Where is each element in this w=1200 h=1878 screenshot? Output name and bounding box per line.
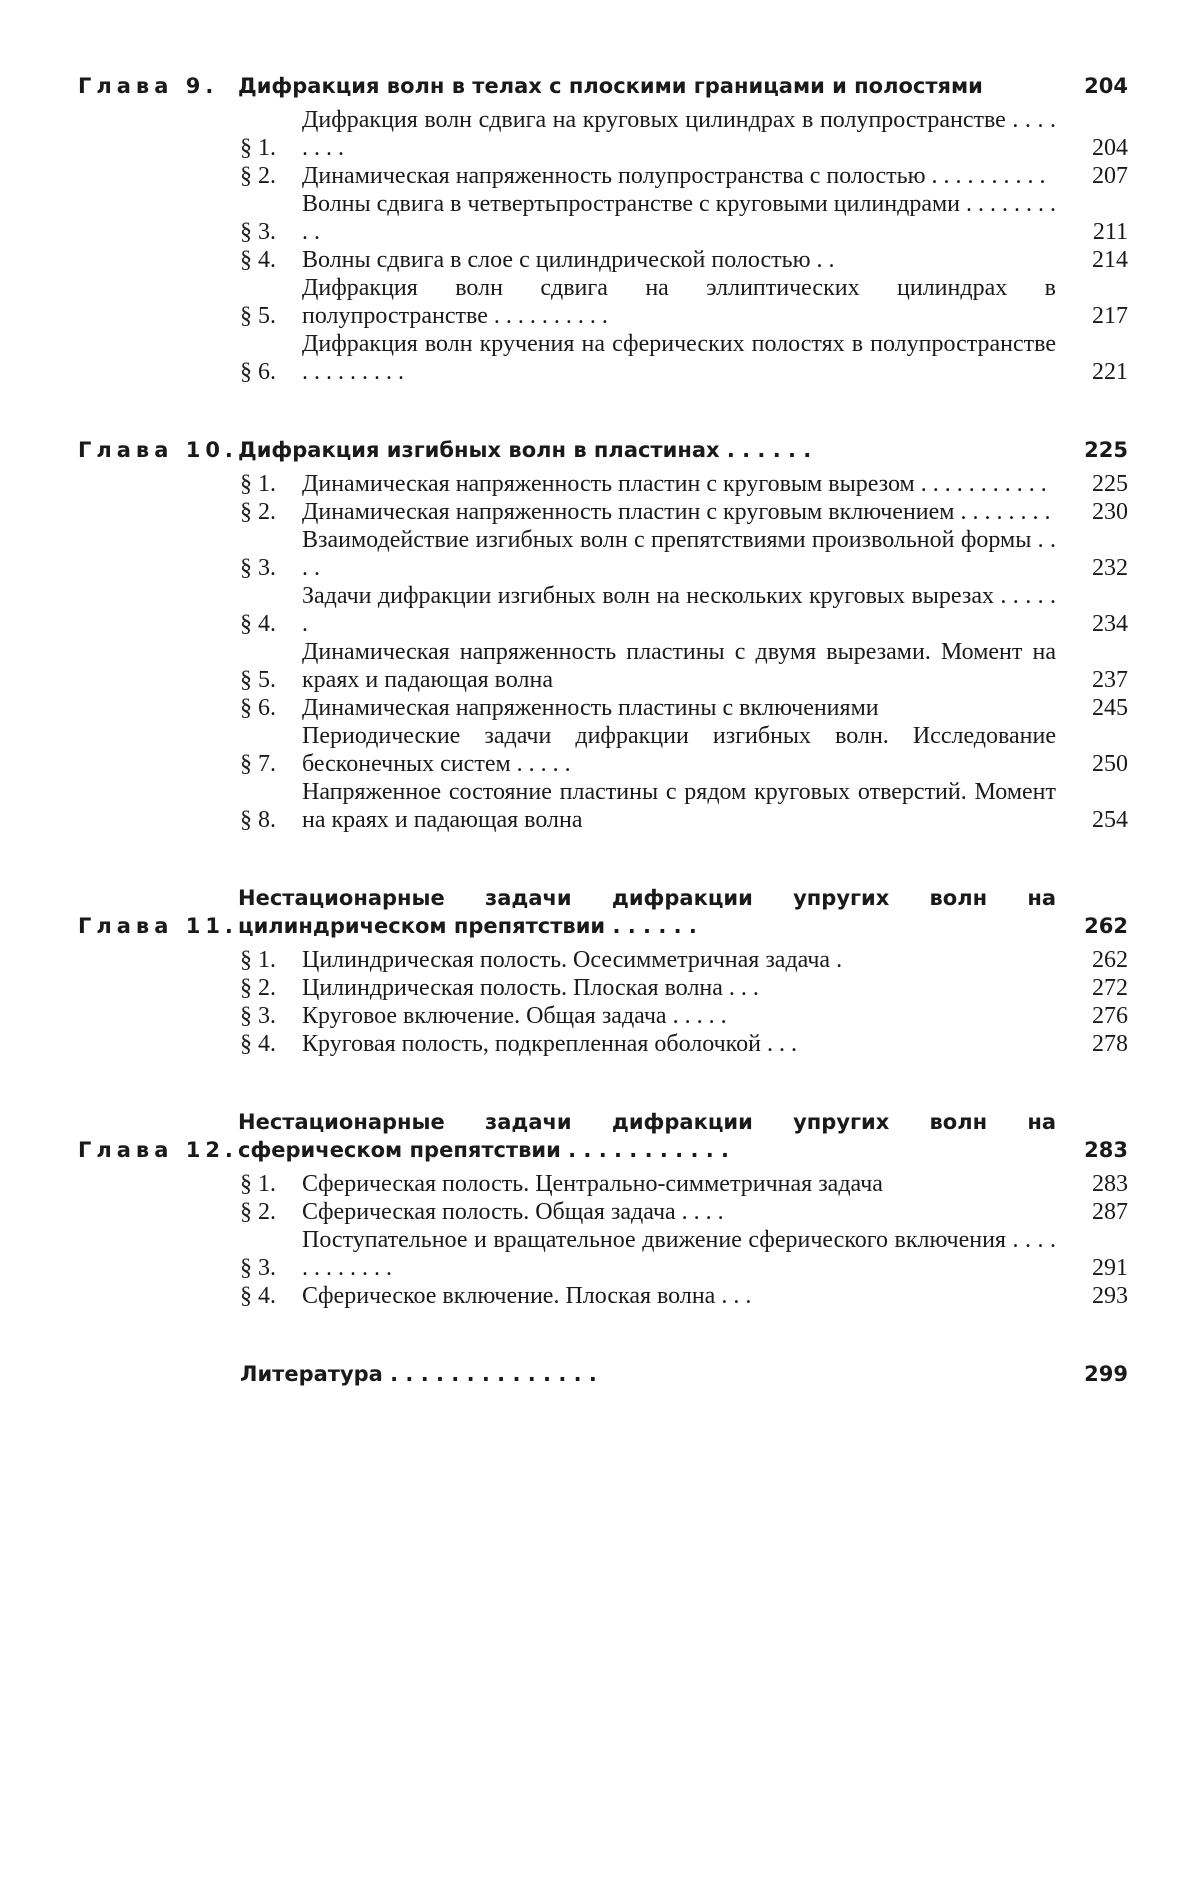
section-entry	[240, 1198, 1128, 1226]
section-page-number: 204	[1092, 135, 1128, 161]
section-number: § 2.	[240, 163, 276, 189]
section-number: § 3.	[240, 219, 276, 245]
section-list	[240, 946, 1128, 1058]
section-title: Динамическая напряженность пластин с круговым включением . . . . . . . .	[302, 499, 1051, 525]
section-title: Взаимодействие изгибных волн с препятствиями произвольной формы . . . .	[302, 527, 1056, 581]
section-entry	[240, 190, 1128, 246]
section-number: § 6.	[240, 359, 276, 385]
section-title: Волны сдвига в слое с цилиндрической полостью . .	[302, 247, 835, 273]
chapter-label: Глава 10.	[78, 438, 238, 462]
section-number: § 8.	[240, 807, 276, 833]
section-number: § 3.	[240, 1003, 276, 1029]
chapter-title: Дифракция волн в телах с плоскими границами и полостями	[238, 74, 983, 98]
section-entry	[240, 246, 1128, 274]
section-entry	[240, 1170, 1128, 1198]
section-list	[240, 1170, 1128, 1310]
section-page-number: 291	[1092, 1255, 1128, 1281]
section-title: Цилиндрическая полость. Осесимметричная задача .	[302, 947, 843, 973]
section-title: Дифракция волн сдвига на круговых цилиндрах в полупространстве . . . . . . . .	[302, 107, 1056, 161]
section-page-number: 278	[1092, 1031, 1128, 1057]
section-page-number: 232	[1092, 555, 1128, 581]
section-number: § 4.	[240, 247, 276, 273]
section-entry	[240, 638, 1128, 694]
section-title: Периодические задачи дифракции изгибных волн. Исследование бесконечных систем . . . . .	[302, 723, 1056, 777]
section-page-number: 214	[1092, 247, 1128, 273]
section-number: § 2.	[240, 975, 276, 1001]
section-entry	[240, 1030, 1128, 1058]
section-number: § 1.	[240, 947, 276, 973]
section-page-number: 272	[1092, 975, 1128, 1001]
section-page-number: 211	[1092, 219, 1128, 245]
section-page-number: 237	[1092, 667, 1128, 693]
section-entry	[240, 106, 1128, 162]
section-entry	[240, 694, 1128, 722]
section-title: Дифракция волн кручения на сферических полостях в полупространстве . . . . . . . . .	[302, 331, 1056, 385]
section-entry	[240, 498, 1128, 526]
section-number: § 3.	[240, 1255, 276, 1281]
section-list	[240, 106, 1128, 386]
section-entry	[240, 1282, 1128, 1310]
section-page-number: 207	[1092, 163, 1128, 189]
section-title: Цилиндрическая полость. Плоская волна . . .	[302, 975, 759, 1001]
chapter-heading	[78, 884, 1128, 940]
literature-entry	[240, 1360, 1128, 1388]
section-page-number: 230	[1092, 499, 1128, 525]
section-page-number: 262	[1092, 947, 1128, 973]
section-page-number: 276	[1092, 1003, 1128, 1029]
chapter-label: Глава 9.	[78, 74, 219, 98]
section-entry	[240, 778, 1128, 834]
chapter-label: Глава 11.	[78, 914, 238, 938]
chapter-12	[78, 1108, 1128, 1310]
section-page-number: 245	[1092, 695, 1128, 721]
section-title: Динамическая напряженность пластин с круговым вырезом . . . . . . . . . . .	[302, 471, 1047, 497]
section-number: § 1.	[240, 471, 276, 497]
section-entry	[240, 1002, 1128, 1030]
section-number: § 4.	[240, 611, 276, 637]
section-number: § 7.	[240, 751, 276, 777]
literature-page-number: 299	[1084, 1362, 1128, 1386]
section-title: Задачи дифракции изгибных волн на нескольких круговых вырезах . . . . . .	[302, 583, 1056, 637]
chapter-page-number: 225	[1084, 438, 1128, 462]
section-entry	[240, 470, 1128, 498]
chapter-heading	[78, 1108, 1128, 1164]
section-title: Волны сдвига в четвертьпространстве с круговыми цилиндрами . . . . . . . . . .	[302, 191, 1057, 245]
section-title: Поступательное и вращательное движение сферического включения . . . . . . . . . . . .	[302, 1227, 1056, 1281]
section-number: § 3.	[240, 555, 276, 581]
section-entry	[240, 162, 1128, 190]
section-title: Дифракция волн сдвига на эллиптических цилиндрах в полупространстве . . . . . . . . . .	[302, 275, 1056, 329]
section-title: Круговая полость, подкрепленная оболочкой . . .	[302, 1031, 797, 1057]
literature-title: Литература . . . . . . . . . . . . . .	[240, 1362, 597, 1386]
section-number: § 5.	[240, 303, 276, 329]
section-page-number: 217	[1092, 303, 1128, 329]
section-entry	[240, 582, 1128, 638]
section-number: § 6.	[240, 695, 276, 721]
section-page-number: 250	[1092, 751, 1128, 777]
section-entry	[240, 722, 1128, 778]
section-number: § 2.	[240, 499, 276, 525]
chapter-page-number: 204	[1084, 74, 1128, 98]
chapter-title: Дифракция изгибных волн в пластинах . . . . . .	[238, 438, 812, 462]
chapter-heading	[78, 436, 1128, 464]
section-title: Динамическая напряженность пластины с двумя вырезами. Момент на краях и падающая волна	[302, 639, 1056, 693]
section-title: Напряженное состояние пластины с рядом круговых отверстий. Момент на краях и падающая волна	[302, 779, 1056, 833]
section-page-number: 283	[1092, 1171, 1128, 1197]
section-entry	[240, 274, 1128, 330]
section-number: § 5.	[240, 667, 276, 693]
section-number: § 4.	[240, 1283, 276, 1309]
section-list	[240, 470, 1128, 834]
chapter-label: Глава 12.	[78, 1138, 238, 1162]
section-entry	[240, 526, 1128, 582]
section-entry	[240, 974, 1128, 1002]
section-title: Динамическая напряженность полупространства с полостью . . . . . . . . . .	[302, 163, 1046, 189]
section-entry	[240, 946, 1128, 974]
section-title: Сферическая полость. Общая задача . . . .	[302, 1199, 724, 1225]
section-title: Сферическая полость. Центрально-симметричная задача	[302, 1171, 883, 1197]
section-title: Сферическое включение. Плоская волна . . .	[302, 1283, 752, 1309]
chapter-page-number: 262	[1084, 914, 1128, 938]
section-page-number: 287	[1092, 1199, 1128, 1225]
section-page-number: 234	[1092, 611, 1128, 637]
section-page-number: 225	[1092, 471, 1128, 497]
chapter-page-number: 283	[1084, 1138, 1128, 1162]
section-number: § 1.	[240, 135, 276, 161]
section-title: Динамическая напряженность пластины с включениями	[302, 695, 879, 721]
chapter-10	[78, 436, 1128, 834]
table-of-contents	[78, 72, 1128, 1388]
section-entry	[240, 1226, 1128, 1282]
chapter-9	[78, 72, 1128, 386]
section-number: § 2.	[240, 1199, 276, 1225]
chapter-11	[78, 884, 1128, 1058]
chapter-title: Нестационарные задачи дифракции упругих волн на сферическом препятствии . . . . . . . . . . .	[238, 1110, 1056, 1162]
section-number: § 4.	[240, 1031, 276, 1057]
chapter-heading	[78, 72, 1128, 100]
section-page-number: 293	[1092, 1283, 1128, 1309]
section-entry	[240, 330, 1128, 386]
section-page-number: 254	[1092, 807, 1128, 833]
section-number: § 1.	[240, 1171, 276, 1197]
section-page-number: 221	[1092, 359, 1128, 385]
section-title: Круговое включение. Общая задача . . . . .	[302, 1003, 727, 1029]
chapter-title: Нестационарные задачи дифракции упругих волн на цилиндрическом препятствии . . . . . .	[238, 886, 1056, 938]
